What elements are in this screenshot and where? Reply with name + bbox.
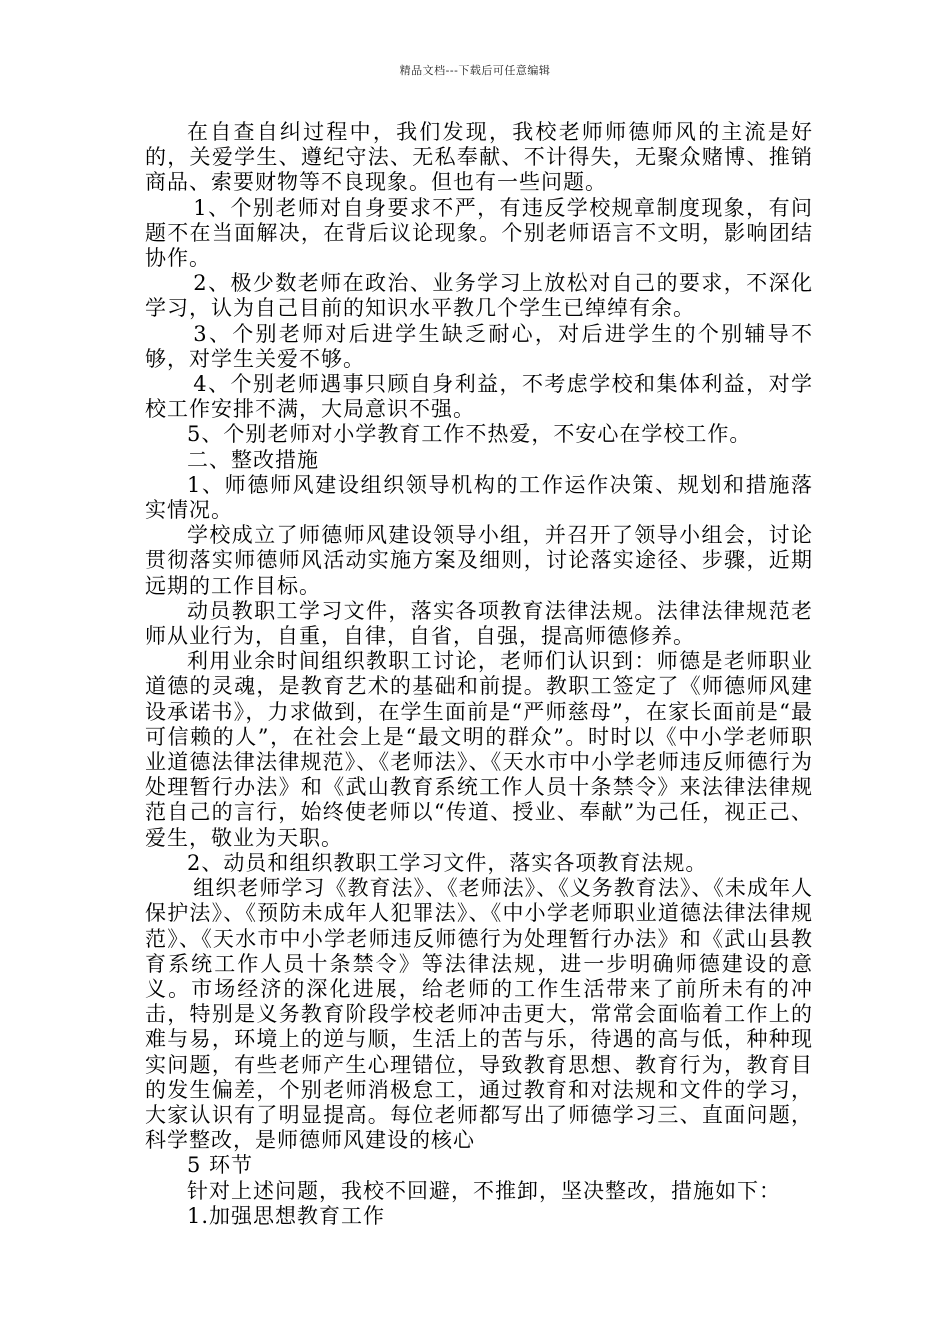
paragraph-leadership-group: 学校成立了师德师风建设领导小组，并召开了领导小组会，讨论贯彻落实师德师风活动实施方案及细则，讨论落实途径、步骤，近期远期的工作目标。 bbox=[145, 523, 813, 598]
paragraph-mobilize-staff: 动员教职工学习文件，落实各项教育法律法规。法律法律规范老师从业行为，自重，自律，自省，自强，提高师德修养。 bbox=[145, 598, 813, 649]
paragraph-measure-2: 2、动员和组织教职工学习文件，落实各项教育法规。 bbox=[187, 850, 708, 875]
paragraph-issue-4: 4、个别老师遇事只顾自身利益，不考虑学校和集体利益，对学校工作安排不满，大局意识不强。 bbox=[145, 372, 813, 422]
paragraph-response: 针对上述问题，我校不回避，不推卸，坚决整改，措施如下： bbox=[187, 1178, 781, 1203]
paragraph-measure-1: 1、师德师风建设组织领导机构的工作运作决策、规划和措施落实情况。 bbox=[145, 472, 813, 523]
paragraph-issue-1: 1、个别老师对自身要求不严，有违反学校规章制度现象，有问题不在当面解决，在背后议论现象。个别老师语言不文明，影响团结协作。 bbox=[145, 195, 813, 271]
paragraph-study-laws: 组织老师学习《教育法》、《老师法》、《义务教育法》、《未成年人保护法》、《预防未成年人犯罪法》、《中小学老师职业道德法律法律规范》、《天水市中小学老师违反师德行为处理暂行办法》和《武山县教育系统工作人员十条禁令》等法律法规，进一步明确师德建设的意义。市场经济的深化进展，给老师的工作生活带来了前所未有的冲击，特别是义务教育阶段学校老师冲击更大，常常会面临着工作上的难与易，环境上的逆与顺，生活上的苦与乐，待遇的高与低，种种现实问题，有些老师产生心理错位，导致教育思想、教育行为，教育目的发生偏差，个别老师消极怠工，通过教育和对法规和文件的学习，大家认识有了明显提高。每位老师都写出了师德学习三、直面问题，科学整改，是师德师风建设的核心 bbox=[145, 876, 813, 1153]
paragraph-issue-5: 5、个别老师对小学教育工作不热爱，不安心在学校工作。 bbox=[187, 422, 752, 447]
page-header: 精品文档---下载后可任意编辑 bbox=[399, 64, 551, 77]
paragraph-issue-2: 2、极少数老师在政治、业务学习上放松对自己的要求，不深化学习，认为自己目前的知识水平教几个学生已绰绰有余。 bbox=[145, 271, 813, 321]
paragraph-intro: 在自查自纠过程中，我们发现，我校老师师德师风的主流是好的，关爱学生、遵纪守法、无私奉献、不计得失，无聚众赌博、推销商品、索要财物等不良现象。但也有一些问题。 bbox=[145, 120, 813, 195]
paragraph-discussion: 利用业余时间组织教职工讨论，老师们认识到：师德是老师职业道德的灵魂，是教育艺术的基础和前提。教职工签定了《师德师风建设承诺书》，力求做到，在学生面前是“严师慈母”，在家长面前是“最可信赖的人”，在社会上是“最文明的群众”。时时以《中小学老师职业道德法律法律规范》、《老师法》、《天水市中小学老师违反师德行为处理暂行办法》和《武山教育系统工作人员十条禁令》来法律法律规范自己的言行，始终使老师以“传道、授业、奉献”为己任，视正己、爱生，敬业为天职。 bbox=[145, 649, 813, 850]
paragraph-link-label: 5 环节 bbox=[187, 1153, 254, 1178]
paragraph-issue-3: 3、个别老师对后进学生缺乏耐心，对后进学生的个别辅导不够，对学生关爱不够。 bbox=[145, 321, 813, 371]
document-body bbox=[145, 120, 813, 1229]
paragraph-item-1: 1.加强思想教育工作 bbox=[187, 1203, 386, 1228]
section-heading-measures: 二、整改措施 bbox=[187, 447, 319, 472]
